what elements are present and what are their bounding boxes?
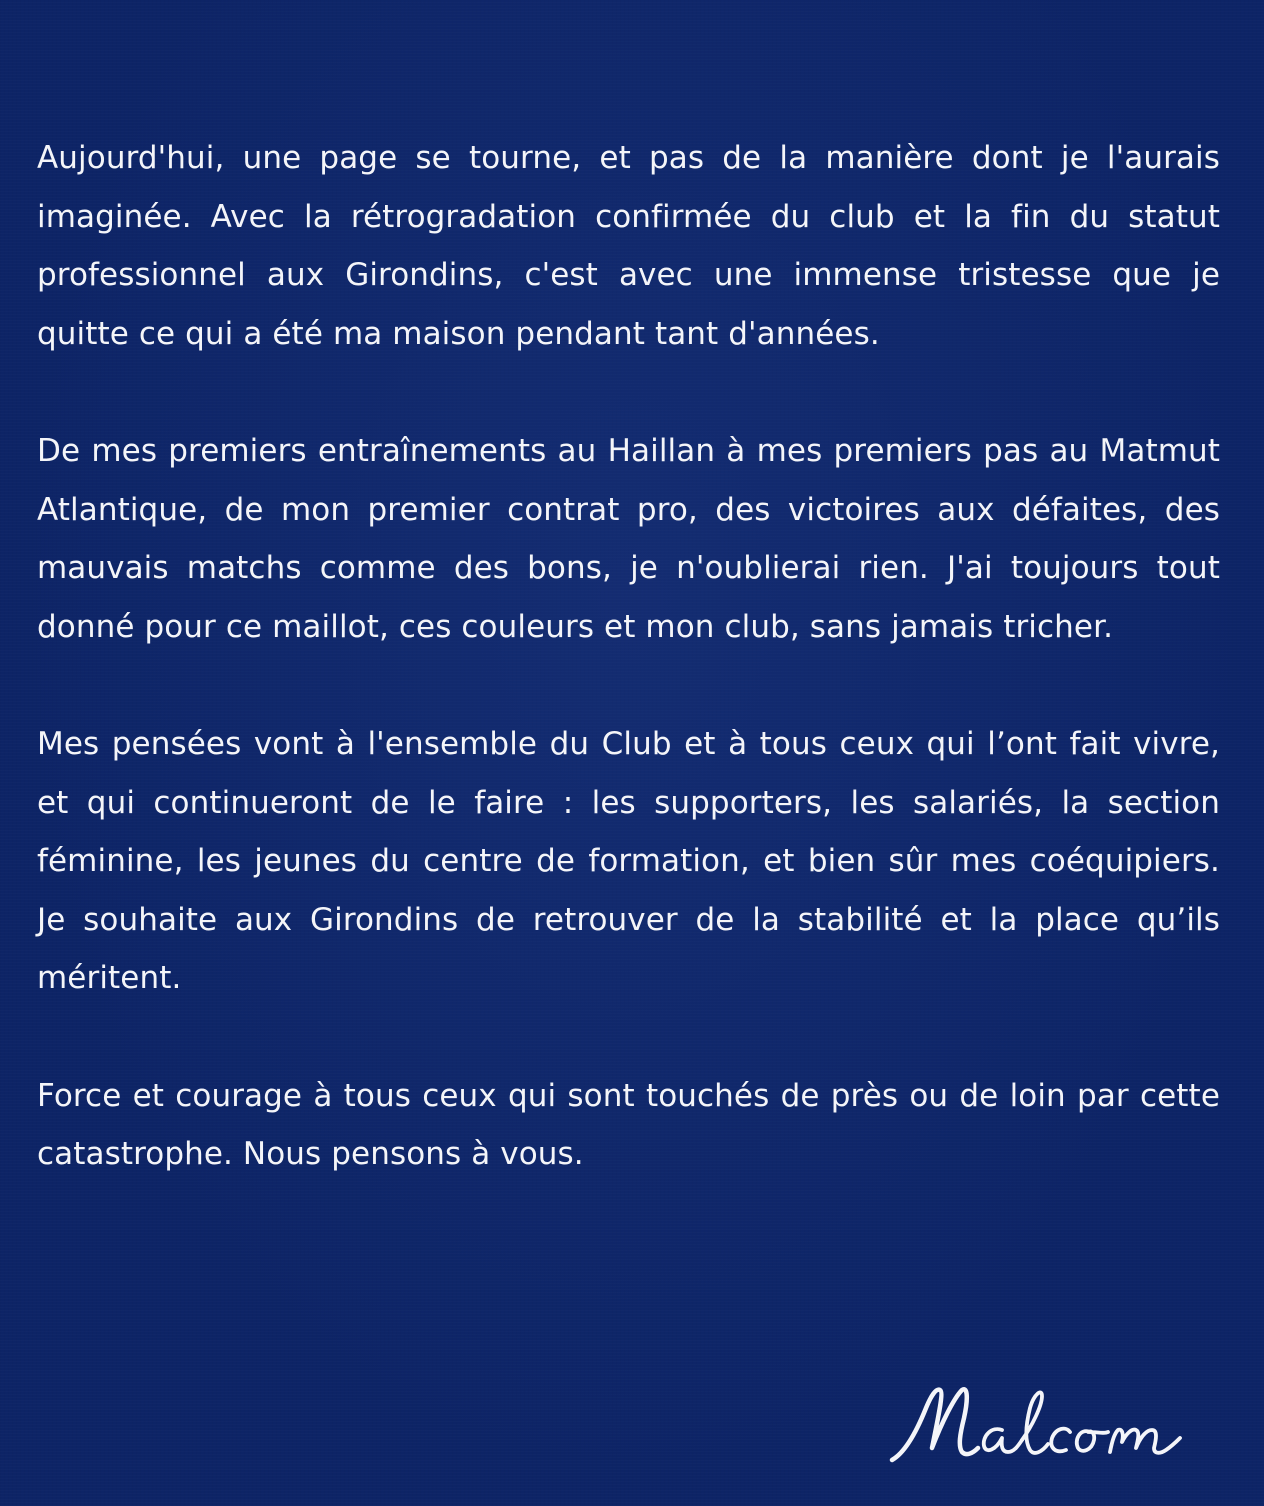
signature-letter-a [984, 1429, 1022, 1452]
signature-letter-o [1077, 1431, 1108, 1451]
signature-letter-m-capital [892, 1389, 978, 1460]
paragraph-relegation: Aujourd'hui, une page se tourne, et pas de la manière dont je l'aurais imaginée. Avec la rétrogradation confirmée du club et la fin du statut professionnel aux Girondins, c'est avec une immense tristesse que je quitte ce qui a été ma maison pendant tant d'années. [37, 140, 1220, 352]
paragraph-thanks: Mes pensées vont à l'ensemble du Club et à tous ceux qui l’ont fait vivre, et qui continueront de le faire : les supporters, les salariés, la section féminine, les jeunes du centre de formation, et bien sûr mes coéquipiers. Je souhaite aux Girondins de retrouver de la stabilité et la place qu’ils méritent. [37, 726, 1220, 996]
signature-letter-m [1110, 1430, 1180, 1453]
signature-letter-c [1051, 1429, 1070, 1452]
signature [884, 1378, 1224, 1478]
paragraph-support: Force et courage à tous ceux qui sont touchés de près ou de loin par cette catastrophe. Nous pensons à vous. [37, 1077, 1220, 1172]
paragraph-memories: De mes premiers entraînements au Haillan à mes premiers pas au Matmut Atlantique, de mon premier contrat pro, des victoires aux défaites, des mauvais matchs comme des bons, je n'oublierai rien. J'ai toujours tout donné pour ce maillot, ces couleurs et mon club, sans jamais tricher. [37, 433, 1220, 645]
handwritten-signature [884, 1378, 1224, 1478]
letter-body [37, 129, 1220, 1184]
signature-letter-l [1022, 1392, 1048, 1452]
